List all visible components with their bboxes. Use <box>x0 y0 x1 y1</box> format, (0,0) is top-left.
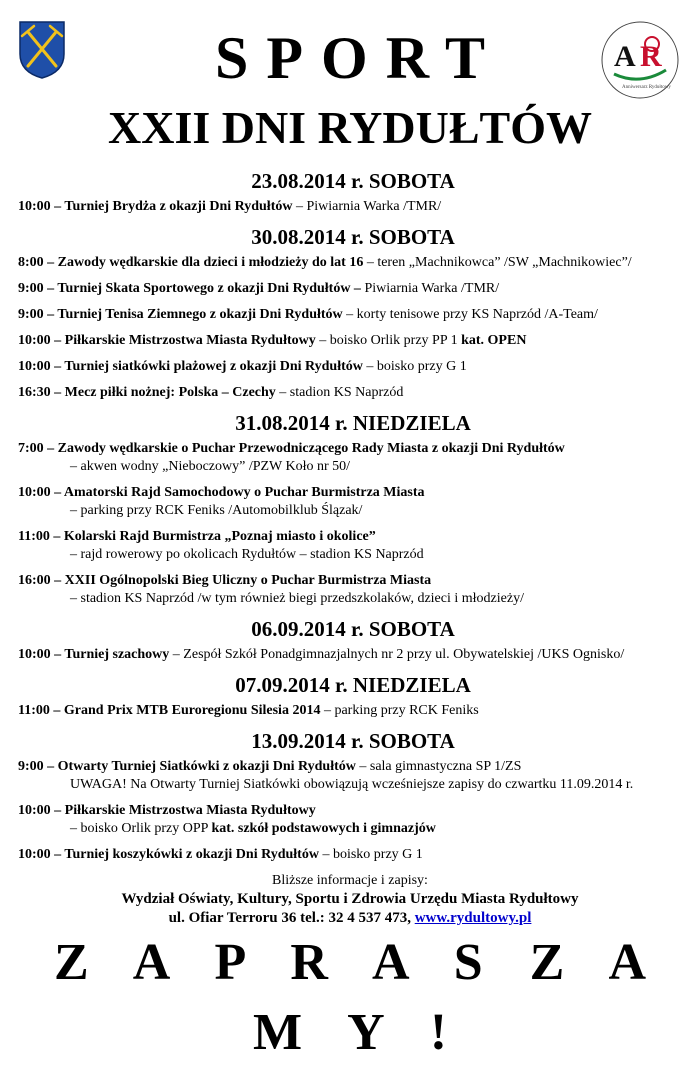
event-details <box>18 590 688 608</box>
day-heading: 30.08.2014 r. SOBOTA <box>251 225 455 249</box>
event-item <box>18 280 688 298</box>
event-title: 9:00 – Turniej Skata Sportowego z okazji Dni Rydułtów – <box>18 281 361 296</box>
event-location: – boisko przy G 1 <box>318 847 423 862</box>
event-title: 16:00 – XXII Ogólnopolski Bieg Uliczny o Puchar Burmistrza Miasta <box>18 573 432 588</box>
event-title: 10:00 – Piłkarskie Mistrzostwa Miasta Rydułtowy <box>18 803 316 818</box>
event-title: 11:00 – Kolarski Rajd Burmistrza „Poznaj miasto i okolice” <box>18 529 376 544</box>
event-title: 7:00 – Zawody wędkarskie o Puchar Przewodniczącego Rady Miasta z okazji Dni Rydułtów <box>18 441 565 456</box>
page-subtitle: XXII DNI RYDUŁTÓW <box>108 102 592 153</box>
event-item <box>18 702 688 720</box>
event-details-text: – boisko Orlik przy OPP <box>70 821 212 836</box>
event-title: 8:00 – Zawody wędkarskie dla dzieci i młodzieży do lat 16 <box>18 255 364 270</box>
footer <box>0 872 700 928</box>
footer-organizer: Wydział Oświaty, Kultury, Sportu i Zdrowia Urzędu Miasta Rydułtowy <box>121 891 579 907</box>
event-details <box>18 502 688 520</box>
event-location: – korty tenisowe przy KS Naprzód /A-Team/ <box>342 307 598 322</box>
event-title: 10:00 – Amatorski Rajd Samochodowy o Puchar Burmistrza Miasta <box>18 485 425 500</box>
event-location: – parking przy RCK Feniks <box>320 703 479 718</box>
page-title: SPORT <box>215 25 503 91</box>
event-title: 9:00 – Otwarty Turniej Siatkówki z okazji Dni Rydułtów <box>18 759 356 774</box>
closing-banner: Z A P R A S Z A M Y ! <box>53 934 664 1061</box>
event-location: Piwiarnia Warka /TMR/ <box>360 281 500 296</box>
day-heading: 31.08.2014 r. NIEDZIELA <box>235 411 471 435</box>
website-link[interactable]: www.rydultowy.pl <box>414 910 532 926</box>
event-item <box>18 528 688 564</box>
svg-text:R: R <box>640 40 662 73</box>
event-location: – sala gimnastyczna SP 1/ZS <box>355 759 522 774</box>
event-item <box>18 198 688 216</box>
event-item <box>18 254 688 272</box>
event-title: 10:00 – Turniej Brydża z okazji Dni Rydułtów <box>18 199 293 214</box>
svg-text:A: A <box>614 40 636 73</box>
day-heading: 07.09.2014 r. NIEDZIELA <box>235 673 471 697</box>
event-item <box>18 358 688 376</box>
event-title: 9:00 – Turniej Tenisa Ziemnego z okazji Dni Rydułtów <box>18 307 343 322</box>
event-location: – boisko przy G 1 <box>362 359 467 374</box>
event-item <box>18 646 688 664</box>
event-location: – boisko Orlik przy PP 1 <box>315 333 462 348</box>
event-details-text: – akwen wodny „Nieboczowy” /PZW Koło nr 50/ <box>70 459 351 474</box>
event-location: – Piwiarnia Warka /TMR/ <box>292 199 442 214</box>
event-title: 10:00 – Turniej szachowy <box>18 647 170 662</box>
event-details <box>18 546 688 564</box>
event-item <box>18 802 688 838</box>
event-details <box>18 820 688 838</box>
event-location: – Zespół Szkół Ponadgimnazjalnych nr 2 przy ul. Obywatelskiej /UKS Ognisko/ <box>169 647 625 662</box>
event-item <box>18 384 688 402</box>
event-details-text: – parking przy RCK Feniks /Automobilklub Ślązak/ <box>70 503 363 518</box>
event-title: 10:00 – Turniej koszykówki z okazji Dni Rydułtów <box>18 847 319 862</box>
event-details-text: UWAGA! Na Otwarty Turniej Siatkówki obowiązują wcześniejsze zapisy do czwartku 11.09.2014 r. <box>70 777 634 792</box>
event-item <box>18 572 688 608</box>
event-location: – teren „Machnikowca” /SW „Machnikowiec”/ <box>363 255 632 270</box>
event-item <box>18 484 688 520</box>
day-heading: 06.09.2014 r. SOBOTA <box>251 617 455 641</box>
event-location: – stadion KS Naprzód <box>275 385 404 400</box>
schedule <box>18 166 688 872</box>
footer-address <box>0 909 700 928</box>
day-heading: 23.08.2014 r. SOBOTA <box>251 169 455 193</box>
event-details-text: – rajd rowerowy po okolicach Rydułtów – stadion KS Naprzód <box>70 547 424 562</box>
day-heading: 13.09.2014 r. SOBOTA <box>251 729 455 753</box>
event-details <box>18 776 688 794</box>
event-category: kat. szkół podstawowych i gimnazjów <box>211 821 436 836</box>
event-title: 11:00 – Grand Prix MTB Euroregionu Silesia 2014 <box>18 703 321 718</box>
event-item <box>18 846 688 864</box>
event-category: kat. OPEN <box>461 333 527 348</box>
footer-address-text: ul. Ofiar Terroru 36 tel.: 32 4 537 473, <box>168 910 415 926</box>
event-item <box>18 306 688 324</box>
event-details-text: – stadion KS Naprzód /w tym również biegi przedszkolaków, dzieci i młodzieży/ <box>70 591 524 606</box>
footer-info: Bliższe informacje i zapisy: <box>272 873 428 888</box>
event-details <box>18 458 688 476</box>
event-title: 10:00 – Turniej siatkówki plażowej z okazji Dni Rydułtów <box>18 359 363 374</box>
event-item <box>18 440 688 476</box>
event-item <box>18 758 688 794</box>
event-title: 16:30 – Mecz piłki nożnej: Polska – Czechy <box>18 385 276 400</box>
logo-text: Anniwersarz Rydułtowy <box>622 85 671 90</box>
event-item <box>18 332 688 350</box>
event-title: 10:00 – Piłkarskie Mistrzostwa Miasta Rydułtowy <box>18 333 316 348</box>
